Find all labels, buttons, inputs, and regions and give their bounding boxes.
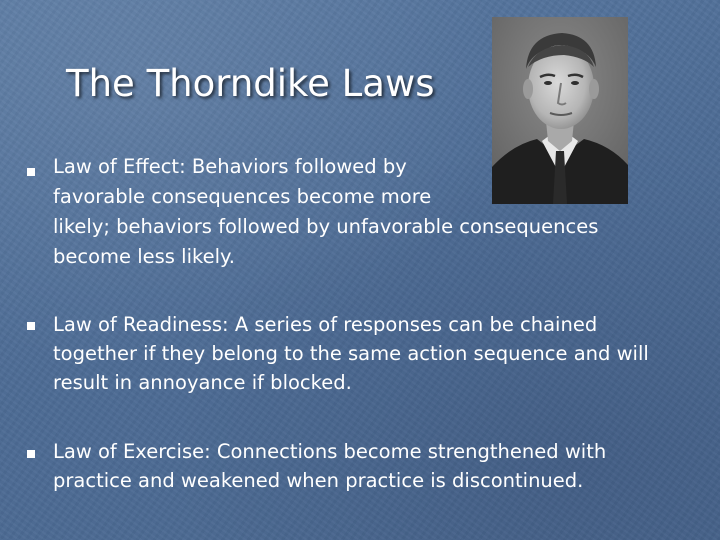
bullet-text-line: Law of Readiness: A series of responses can be chained bbox=[53, 313, 598, 336]
bullet-text-line: Law of Exercise: Connections become strengthened with bbox=[53, 440, 607, 463]
bullet-text-line: likely; behaviors followed by unfavorable consequences bbox=[53, 215, 599, 238]
bullet-text-line: favorable consequences become more bbox=[53, 185, 432, 208]
bullet-text-line: result in annoyance if blocked. bbox=[53, 371, 352, 394]
bullet-text-line: together if they belong to the same action sequence and will bbox=[53, 342, 649, 365]
square-bullet-icon bbox=[27, 450, 35, 458]
bullet-text-line: Law of Effect: Behaviors followed by bbox=[53, 155, 407, 178]
bullet-text-line: become less likely. bbox=[53, 245, 235, 268]
square-bullet-icon bbox=[27, 168, 35, 176]
square-bullet-icon bbox=[27, 322, 35, 330]
bullet-text-line: practice and weakened when practice is discontinued. bbox=[53, 469, 584, 492]
slide-title: The Thorndike Laws bbox=[66, 62, 435, 105]
